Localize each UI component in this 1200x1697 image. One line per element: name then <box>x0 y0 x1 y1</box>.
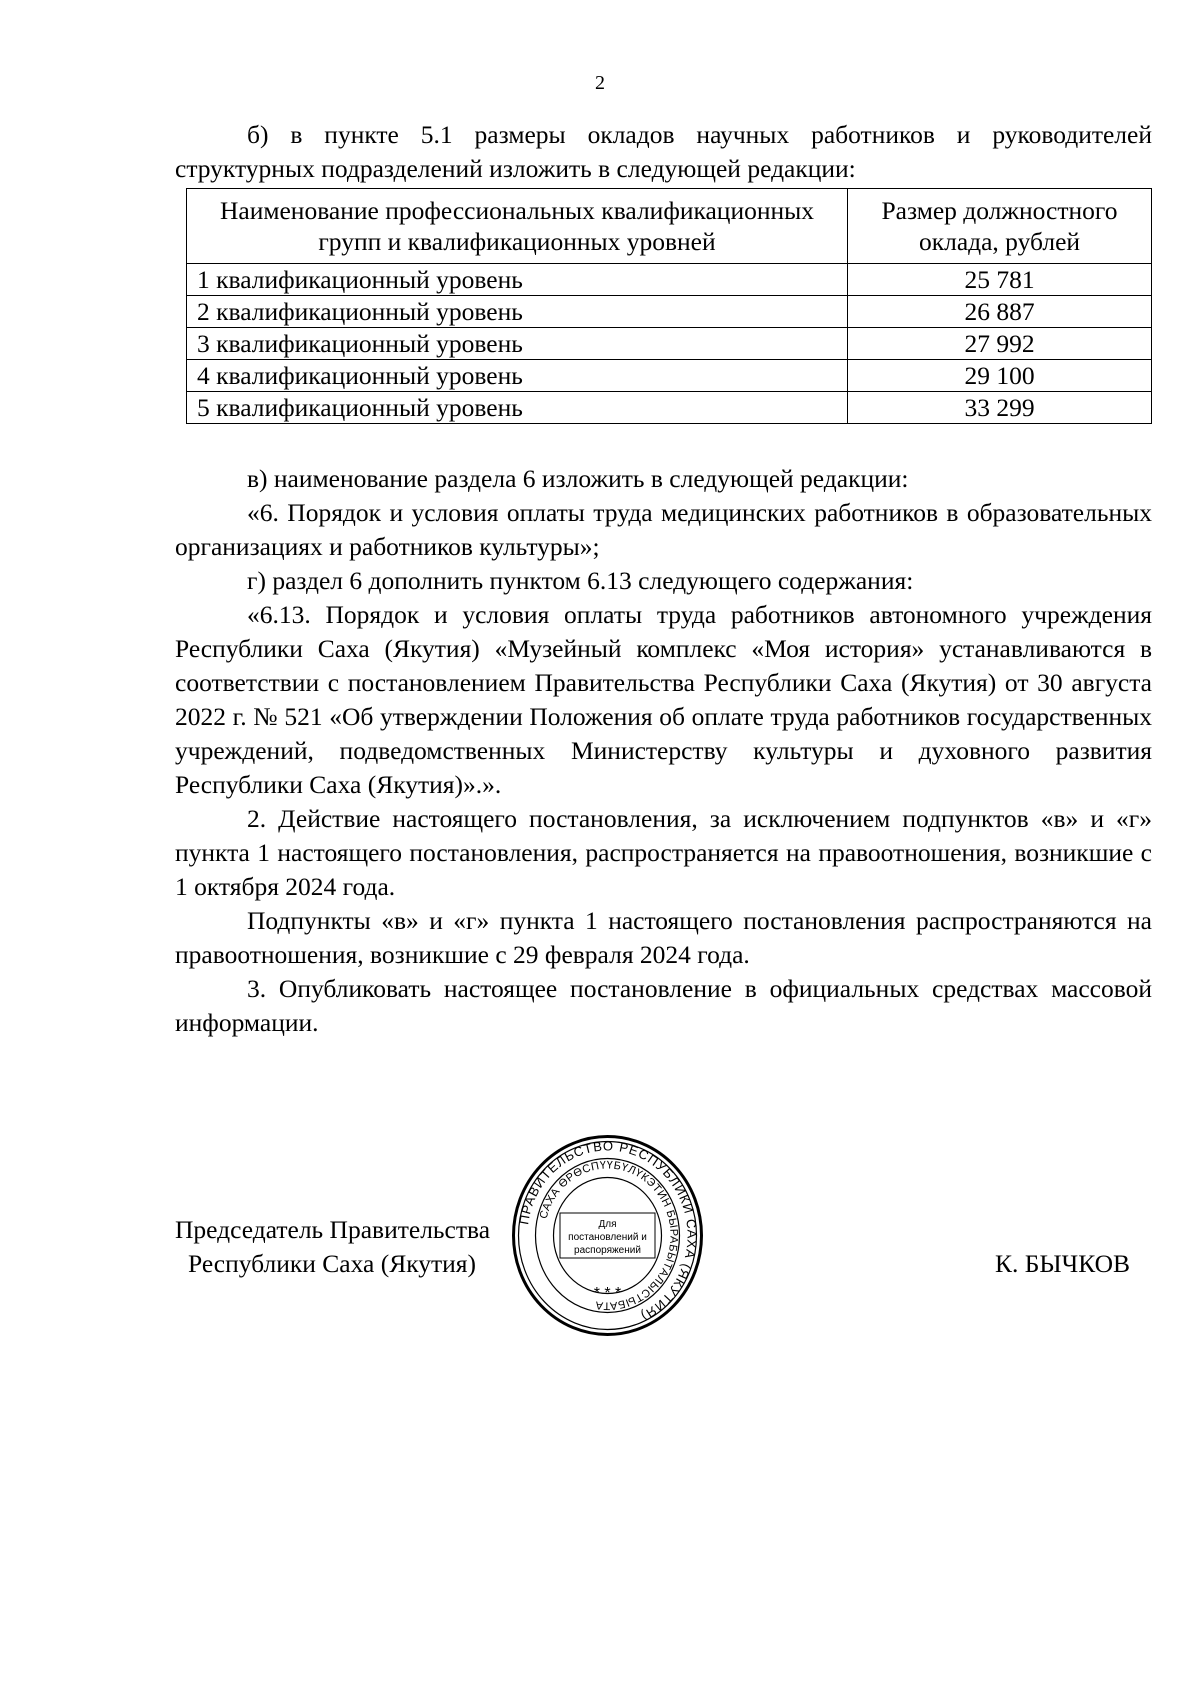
seal-center-line3: распоряжений <box>574 1245 641 1256</box>
paragraph-3: 3. Опубликовать настоящее постановление в официальных средствах массовой информации. <box>175 974 1152 1037</box>
table-row <box>187 360 1152 392</box>
quote-section-6: «6. Порядок и условия оплаты труда медицинских работников в образовательных организациях и работников культуры»; <box>175 498 1152 561</box>
seal-center-line2: постановлений и <box>568 1232 647 1243</box>
paragraph-b: б) в пункте 5.1 размеры окладов научных работников и руководителей структурных подразделений изложить в следующей редакции: <box>175 120 1152 183</box>
table-cell-level: 2 квалификационный уровень <box>187 296 848 328</box>
table-row <box>187 296 1152 328</box>
table-row <box>187 392 1152 424</box>
table-header-amount: Размер должностного оклада, рублей <box>848 189 1152 264</box>
table-row <box>187 264 1152 296</box>
table-header-name: Наименование профессиональных квалификационных групп и квалификационных уровней <box>187 189 848 264</box>
document-body <box>175 118 1152 1040</box>
paragraph-g: г) раздел 6 дополнить пунктом 6.13 следующего содержания: <box>247 566 914 595</box>
signatory-title-line1: Председатель Правительства <box>175 1215 491 1244</box>
table-cell-level: 5 квалификационный уровень <box>187 392 848 424</box>
table-cell-level: 1 квалификационный уровень <box>187 264 848 296</box>
paragraph-subpoints: Подпункты «в» и «г» пункта 1 настоящего постановления распространяются на правоотношения, возникшие с 29 февраля 2024 года. <box>175 906 1152 969</box>
spacer <box>175 424 1152 462</box>
paragraph-v: в) наименование раздела 6 изложить в следующей редакции: <box>247 464 909 493</box>
table-row <box>187 328 1152 360</box>
seal-stars: * * * <box>593 1285 622 1302</box>
table-header-row <box>187 189 1152 264</box>
table-cell-level: 4 квалификационный уровень <box>187 360 848 392</box>
table-cell-amount: 27 992 <box>848 328 1152 360</box>
signatory-title <box>175 1213 490 1281</box>
table-cell-amount: 29 100 <box>848 360 1152 392</box>
table-cell-amount: 25 781 <box>848 264 1152 296</box>
paragraph-2: 2. Действие настоящего постановления, за исключением подпунктов «в» и «г» пункта 1 настоящего постановления, распространяется на правоотношения, возникшие с 1 октября 2024 года. <box>175 804 1152 901</box>
signatory-name: К. БЫЧКОВ <box>994 1249 1130 1278</box>
quote-point-6-13: «6.13. Порядок и условия оплаты труда работников автономного учреждения Республики Саха (Якутия) «Музейный комплекс «Моя история» устанавливаются в соответствии с постановлением Правительства Республики Саха (Якутия) от 30 августа 2022 г. № 521 «Об утверждении Положения об оплате труда работников государственных учреждений, подведомственных Министерству культуры и духовного развития Республики Саха (Якутия)».». <box>175 600 1152 799</box>
table-cell-amount: 26 887 <box>848 296 1152 328</box>
salary-table <box>186 188 1152 424</box>
seal-inner-text: САХА ӨРӨСПҮҮБҮЛҮКЭТИН БЫРАБЫТАЛЫСТЫБАТА <box>537 1159 680 1312</box>
table-cell-amount: 33 299 <box>848 392 1152 424</box>
signatory-title-line2: Республики Саха (Якутия) <box>188 1249 477 1278</box>
seal-outer-text: ПРАВИТЕЛЬСТВО РЕСПУБЛИКИ САХА (ЯКУТИЯ) <box>516 1138 700 1325</box>
table-cell-level: 3 квалификационный уровень <box>187 328 848 360</box>
page-number: 2 <box>595 72 605 94</box>
official-seal <box>510 1133 705 1338</box>
seal-center-line1: Для <box>598 1219 617 1230</box>
